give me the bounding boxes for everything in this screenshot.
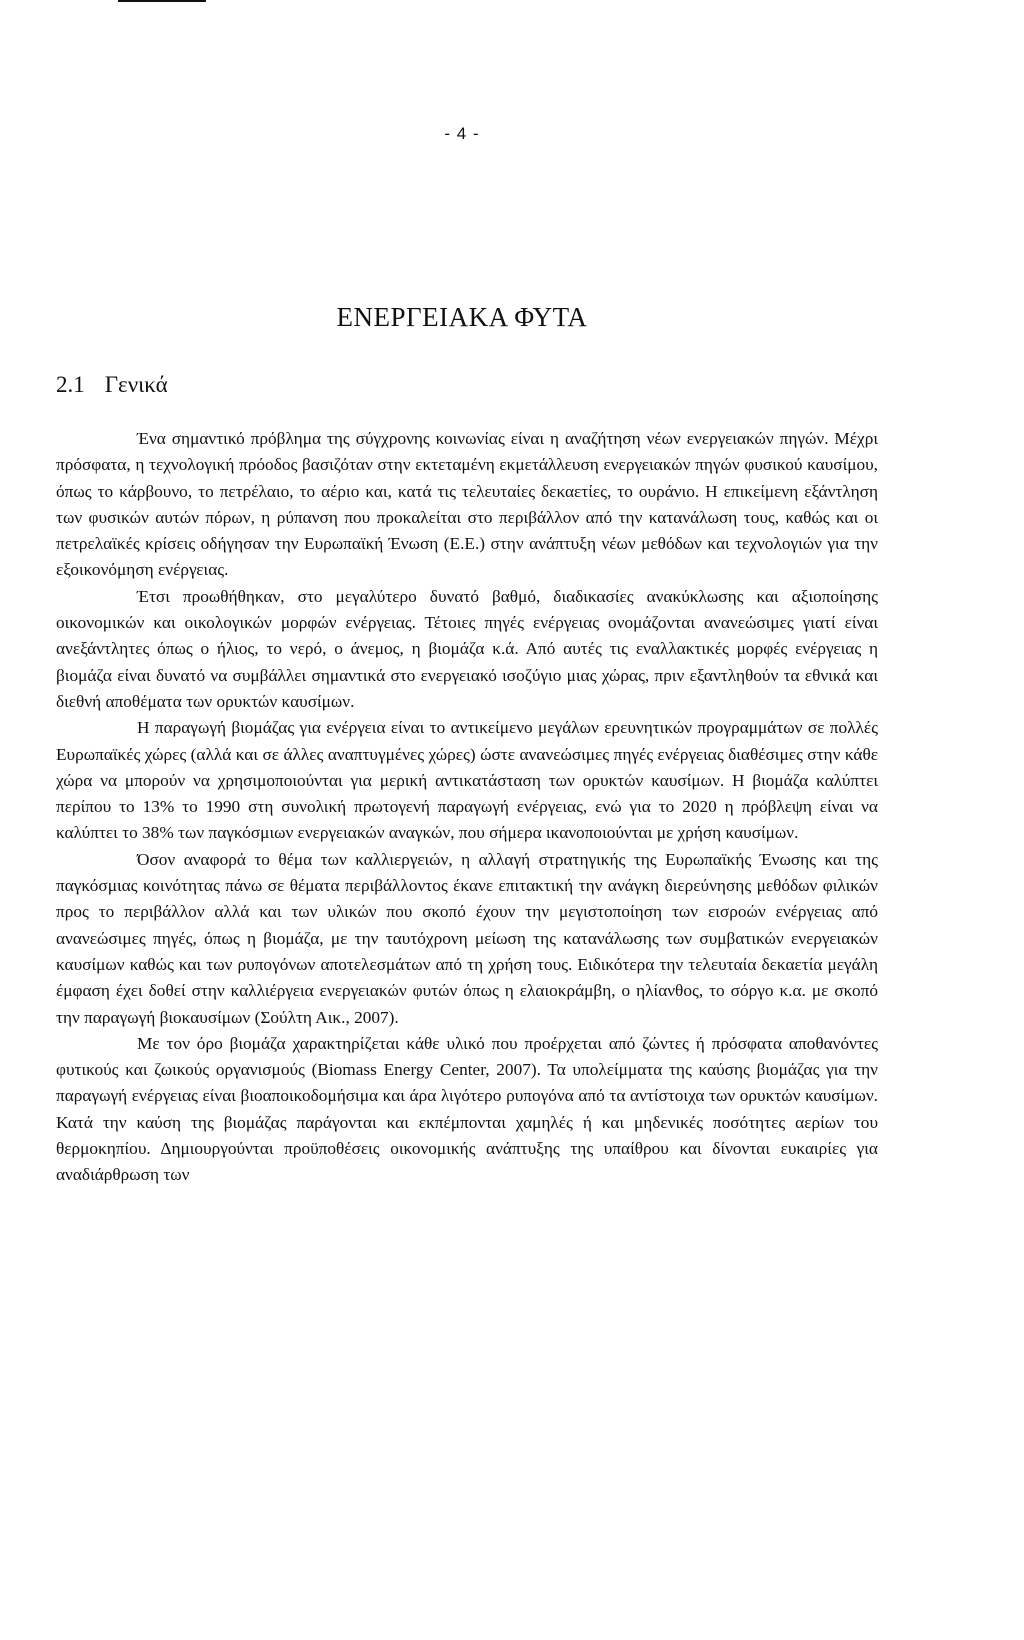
body-text bbox=[56, 426, 878, 1189]
section-number: 2.1 bbox=[56, 372, 85, 397]
paragraph-4: Όσον αναφορά το θέμα των καλλιεργειών, η αλλαγή στρατηγικής της Ευρωπαϊκής Ένωσης και της παγκόσμιας κοινότητας πάνω σε θέματα περιβάλλοντος έκανε επιτακτική την ανάγκη διερεύνησης μεθόδων φιλικών προς το περιβάλλον αλλά και των υλικών που σκοπό έχουν την μεγιστοποίηση των εισροών ενέργειας από ανανεώσιμες πηγές, όπως η βιομάζα, με την ταυτόχρονη μείωση της κατανάλωσης των συμβατικών ενεργειακών καυσίμων καθώς και των ρυπογόνων αποτελεσμάτων από τη χρήση τους. Ειδικότερα την τελευταία δεκαετία μεγάλη έμφαση έχει δοθεί στην καλλιέργεια ενεργειακών φυτών όπως η ελαιοκράμβη, ο ηλίανθος, το σόργο κ.α. με σκοπό την παραγωγή βιοκαυσίμων (Σούλτη Αικ., 2007). bbox=[56, 849, 878, 1027]
paragraph-1: Ένα σημαντικό πρόβλημα της σύγχρονης κοινωνίας είναι η αναζήτηση νέων ενεργειακών πηγών. Μέχρι πρόσφατα, η τεχνολογική πρόοδος βασιζόταν στην εκτεταμένη εκμετάλλευση ενεργειακών πηγών φυσικού καυσίμου, όπως το κάρβουνο, το πετρέλαιο, το αέριο και, κατά τις τελευταίες δεκαετίες, το ουράνιο. Η επικείμενη εξάντληση των φυσικών αυτών πόρων, η ρύπανση που προκαλείται στο περιβάλλον από την κατανάλωση τους, καθώς και οι πετρελαϊκές κρίσεις οδήγησαν την Ευρωπαϊκή Ένωση (Ε.Ε.) στην ανάπτυξη νέων μεθόδων και τεχνολογιών για την εξοικονόμηση ενέργειας. bbox=[56, 429, 878, 580]
top-edge-rule bbox=[118, 0, 206, 2]
page-number: - 4 - bbox=[444, 124, 480, 143]
chapter-title: ΕΝΕΡΓΕΙΑΚΑ ΦΥΤΑ bbox=[336, 302, 588, 332]
paragraph-2: Έτσι προωθήθηκαν, στο μεγαλύτερο δυνατό βαθμό, διαδικασίες ανακύκλωσης και αξιοποίησης οικονομικών και οικολογικών μορφών ενέργειας. Τέτοιες πηγές ενέργειας ονομάζονται ανανεώσιμες γιατί είναι ανεξάντλητες όπως ο ήλιος, το νερό, ο άνεμος, η βιομάζα κ.ά. Από αυτές τις εναλλακτικές μορφές ενέργειας η βιομάζα είναι δυνατό να συμβάλλει σημαντικά στο ενεργειακό ισοζύγιο μιας χώρας, πριν εξαντληθούν τα εθνικά και διεθνή αποθέματα των ορυκτών καυσίμων. bbox=[56, 586, 878, 711]
section-heading bbox=[56, 372, 168, 398]
section-title: Γενικά bbox=[104, 372, 168, 397]
paragraph-3: Η παραγωγή βιομάζας για ενέργεια είναι το αντικείμενο μεγάλων ερευνητικών προγραμμάτων σε πολλές Ευρωπαϊκές χώρες (αλλά και σε άλλες αναπτυγμένες χώρες) ώστε ανανεώσιμες πηγές ενέργειας διαθέσιμες στην κάθε χώρα να μπορούν να χρησιμοποιούνται για μερική αντικατάσταση των ορυκτών καυσίμων. Η βιομάζα καλύπτει περίπου το 13% το 1990 στη συνολική πρωτογενή παραγωγή ενέργειας, ενώ για το 2020 η πρόβλεψη είναι να καλύπτει το 38% των παγκόσμιων ενεργειακών αναγκών, που σήμερα ικανοποιούνται με χρήση καυσίμων. bbox=[56, 718, 878, 843]
paragraph-5: Με τον όρο βιομάζα χαρακτηρίζεται κάθε υλικό που προέρχεται από ζώντες ή πρόσφατα αποθανόντες φυτικούς και ζωικούς οργανισμούς (Biomass Energy Center, 2007). Τα υπολείμματα της καύσης βιομάζας για την παραγωγή ενέργειας είναι βιοαποικοδομήσιμα και άρα λιγότερο ρυπογόνα από τα αντίστοιχα των ορυκτών καυσίμων. Κατά την καύση της βιομάζας παράγονται και εκπέμπονται χαμηλές ή και μηδενικές ποσότητες αερίων του θερμοκηπίου. Δημιουργούνται προϋποθέσεις οικονομικής ανάπτυξης της υπαίθρου και δίνονται ευκαιρίες για αναδιάρθρωση των bbox=[56, 1033, 878, 1185]
